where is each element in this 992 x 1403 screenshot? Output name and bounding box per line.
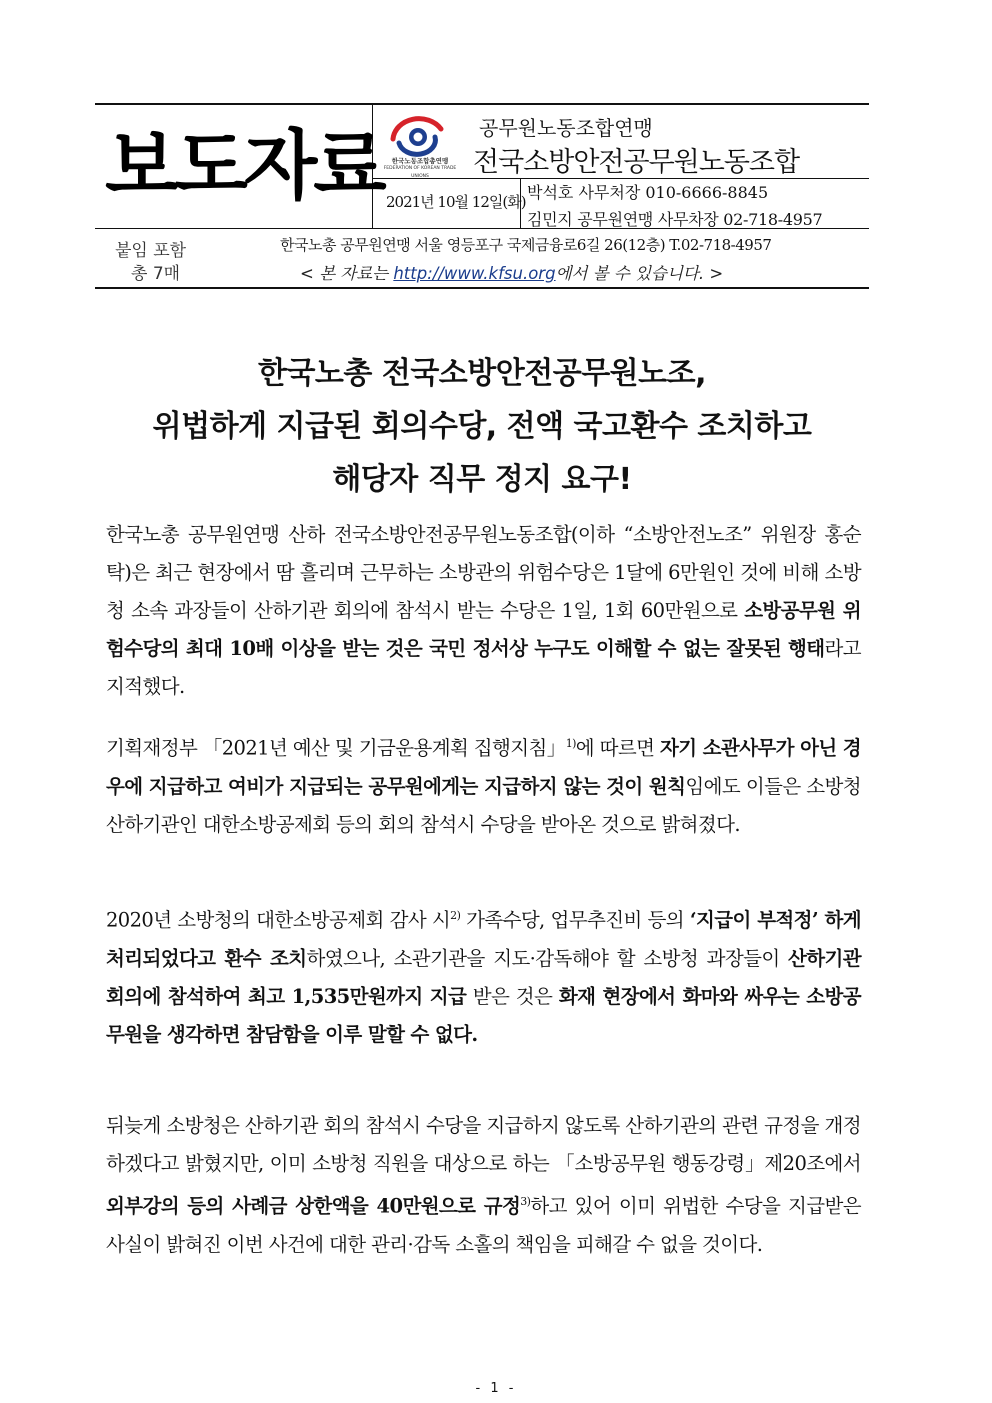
body-paragraph-4 — [106, 1107, 861, 1264]
headline — [95, 347, 869, 506]
paragraph-text: 기획재정부 「2021년 예산 및 기금운용계획 집행지침」 — [106, 736, 566, 760]
logo-name: 한국노동조합총연맹 — [391, 157, 449, 165]
paragraph-emphasis: 화재 현장에서 화마와 싸우는 소방공무원을 생각하면 참담함을 이루 말할 수 없다. — [106, 984, 861, 1046]
notice-prefix: < 본 자료는 — [300, 264, 394, 283]
website-link[interactable]: http://www.kfsu.org — [393, 264, 556, 283]
headline-line: 한국노총 전국소방안전공무원노조, — [257, 356, 707, 391]
paragraph-text: 2020년 소방청의 대한소방공제회 감사 시 — [106, 908, 451, 932]
paragraph-emphasis: 자기 소관사무가 아닌 경우에 지급하고 여비가 지급되는 공무원에게는 지급하지 않는 것이 원칙 — [106, 736, 862, 798]
body-paragraph-3 — [106, 897, 861, 1054]
notice-suffix: 에서 볼 수 있습니다. > — [555, 264, 724, 283]
attachment-label: 붙임 포함 — [115, 241, 187, 261]
paragraph-emphasis: 산하기관 회의에 참석하여 최고 1,535만원까지 지급 — [106, 946, 861, 1008]
headline-line: 해당자 직무 정지 요구! — [332, 462, 632, 497]
paragraph-text: 가족수당, 업무추진비 등의 — [460, 908, 690, 932]
office-address: 한국노총 공무원연맹 서울 영등포구 국제금융로6길 26(12층) T.02-718-4957 — [280, 236, 772, 254]
contact-primary: 박석호 사무처장 010-6666-8845 — [527, 183, 769, 202]
logo-subtitle: FEDERATION OF KOREAN TRADE UNIONS — [383, 166, 457, 179]
footnote-marker: 1) — [565, 737, 576, 750]
footnote-marker: 2) — [450, 909, 461, 922]
paragraph-text: 임에도 이들은 소방청 산하기관인 대한소방공제회 등의 회의 참석시 수당을 받아온 것으로 밝혀졌다. — [106, 774, 861, 836]
paragraph-text: 하고 있어 이미 위법한 수당을 지급받은 사실이 밝혀진 이번 사건에 대한 관리·감독 소홀의 책임을 피해갈 수 없을 것이다. — [106, 1194, 861, 1256]
federation-name: 공무원노동조합연맹 — [479, 116, 653, 140]
union-logo-label — [378, 157, 462, 181]
paragraph-emphasis: 외부강의 등의 사례금 상한액을 40만원으로 규정 — [106, 1194, 521, 1218]
paragraph-text: 뒤늦게 소방청은 산하기관 회의 참석시 수당을 지급하지 않도록 산하기관의 관련 규정을 개정하겠다고 밝혔지만, 이미 소방청 직원을 대상으로 하는 「소방공무원 행동강령」제20조에서 — [106, 1114, 861, 1175]
paragraph-text: 라고 지적했다. — [106, 637, 861, 698]
body-paragraph-1 — [106, 516, 861, 706]
headline-line: 위법하게 지급된 회의수당, 전액 국고환수 조치하고 — [152, 409, 812, 444]
paragraph-text: 받은 것은 — [466, 984, 559, 1008]
page-count: 총 7매 — [131, 264, 181, 284]
header-bottom-rule — [95, 287, 869, 289]
contact-secondary: 김민지 공무원연맹 사무차장 02-718-4957 — [527, 210, 823, 229]
website-notice — [300, 260, 723, 284]
press-release-header — [95, 103, 869, 289]
release-date: 2021년 10월 12일(화) — [386, 193, 526, 211]
footnote-marker: 3) — [520, 1195, 531, 1208]
press-release-title: 보도자료 — [105, 121, 383, 210]
paragraph-text: 하였으나, 소관기관을 지도·감독해야 할 소방청 과장들이 — [306, 946, 789, 970]
page-number: - 1 - — [475, 1381, 517, 1396]
paragraph-text: 에 따르면 — [575, 736, 660, 760]
union-name: 전국소방안전공무원노동조합 — [473, 147, 800, 178]
body-paragraph-2 — [106, 725, 861, 844]
header-top-rule — [95, 103, 869, 105]
paragraph-emphasis: 소방공무원 위험수당의 최대 10배 이상을 받는 것은 국민 정서상 누구도 이해할 수 없는 잘못된 행태 — [106, 599, 861, 660]
paragraph-emphasis: ‘지급이 부적정’ 하게 처리되었다고 환수 조치 — [106, 908, 862, 970]
paragraph-text: 한국노총 공무원연맹 산하 전국소방안전공무원노동조합(이하 “소방안전노조” 위원장 홍순탁)은 최근 현장에서 땀 흘리며 근무하는 소방관의 위험수당은 1달에 6만원인 것에 비해 소방청 소속 과장들이 산하기관 회의에 참석시 받는 수당은 1일, 1회 60만원으로 — [106, 523, 861, 622]
